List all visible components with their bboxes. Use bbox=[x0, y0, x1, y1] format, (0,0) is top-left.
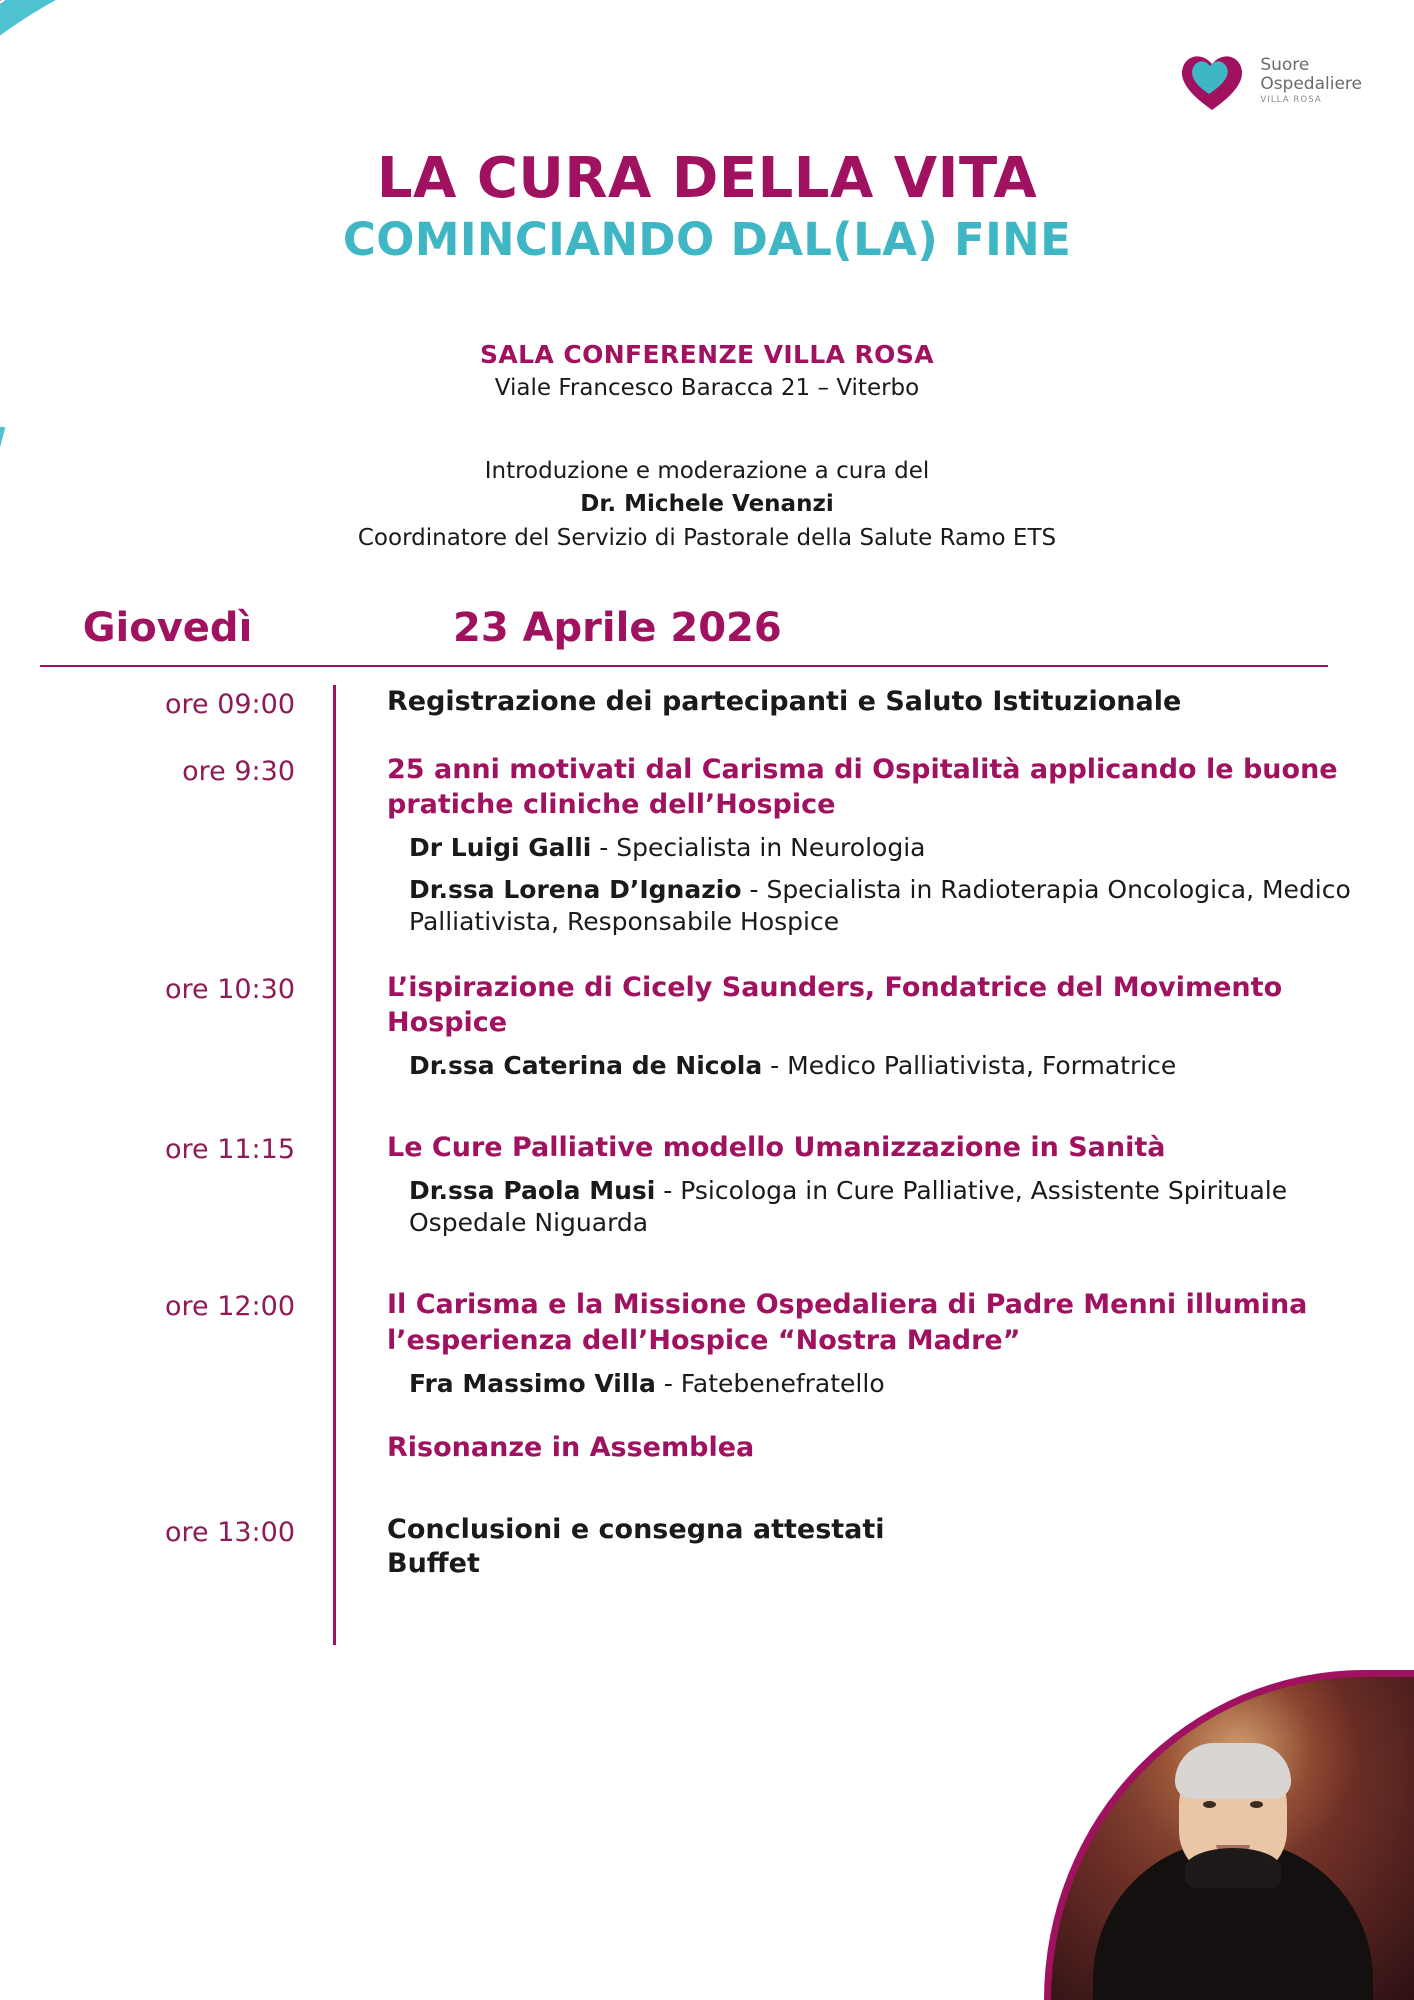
speaker-name: Dr.ssa Caterina de Nicola bbox=[409, 1051, 763, 1081]
intro-moderator-name: Dr. Michele Venanzi bbox=[580, 491, 834, 518]
agenda-row-time: ore 10:30 bbox=[164, 974, 295, 1006]
spacer bbox=[40, 1084, 1380, 1130]
intro-line: Introduzione e moderazione a cura del bbox=[484, 458, 930, 484]
agenda-speaker bbox=[387, 874, 1380, 938]
spacer bbox=[40, 1241, 1380, 1287]
speaker-name: Dr.ssa Lorena D’Ignazio bbox=[409, 875, 742, 905]
portrait-image bbox=[1044, 1670, 1414, 2000]
portrait-collar bbox=[1185, 1848, 1281, 1888]
agenda-speaker bbox=[387, 1050, 1380, 1082]
speaker-name: Dr Luigi Galli bbox=[409, 833, 592, 863]
speaker-role: - Specialista in Neurologia bbox=[591, 833, 926, 863]
agenda-row bbox=[40, 1130, 1380, 1239]
agenda-header bbox=[40, 605, 1380, 659]
agenda-row-title-2: Buffet bbox=[387, 1548, 480, 1580]
agenda-row-body bbox=[317, 1287, 1380, 1464]
spacer bbox=[387, 1400, 1380, 1430]
agenda-row bbox=[40, 1513, 1380, 1582]
agenda-row-time: ore 13:00 bbox=[164, 1516, 295, 1548]
agenda-row-body bbox=[317, 970, 1380, 1082]
agenda-row-title: L’ispirazione di Cicely Saunders, Fondatrice del Movimento Hospice bbox=[387, 972, 1283, 1039]
speaker-role: - Psicologa in Cure Palliative, Assistente Spirituale Ospedale Niguarda bbox=[409, 1176, 1288, 1238]
agenda-row-body bbox=[317, 685, 1380, 720]
logo-wordmark bbox=[1260, 56, 1362, 106]
agenda-row-body bbox=[317, 1513, 1380, 1582]
agenda-day-label: Giovedì bbox=[82, 605, 253, 651]
agenda-row-title: Registrazione dei partecipanti e Saluto Istituzionale bbox=[387, 686, 1182, 717]
venue-hall: SALA CONFERENZE VILLA ROSA bbox=[480, 340, 934, 369]
agenda-row bbox=[40, 752, 1380, 938]
agenda-row-title: Conclusioni e consegna attestati bbox=[387, 1513, 885, 1545]
speaker-role: - Specialista in Radioterapia Oncologica, Medico Palliativista, Responsabile Hospice bbox=[409, 875, 1351, 937]
agenda-row bbox=[40, 685, 1380, 720]
agenda-row-body bbox=[317, 1130, 1380, 1239]
logo-line-1: Suore bbox=[1260, 55, 1310, 76]
agenda-row bbox=[40, 1287, 1380, 1464]
agenda-row-time: ore 12:00 bbox=[164, 1291, 295, 1323]
spacer bbox=[40, 1467, 1380, 1513]
brand-logo bbox=[1176, 48, 1362, 114]
speaker-role: - Medico Palliativista, Formatrice bbox=[762, 1051, 1177, 1081]
spacer bbox=[40, 722, 1380, 752]
page-title bbox=[0, 146, 1414, 266]
agenda-date-label: 23 Aprile 2026 bbox=[453, 605, 782, 651]
portrait-hair bbox=[1175, 1743, 1291, 1799]
agenda-speaker bbox=[387, 1175, 1380, 1239]
agenda-row-title: Le Cure Palliative modello Umanizzazione in Sanità bbox=[387, 1132, 1166, 1164]
venue-block bbox=[0, 340, 1414, 401]
agenda-row-body bbox=[317, 752, 1380, 938]
agenda-rows bbox=[40, 685, 1380, 1582]
speaker-role: - Fatebenefratello bbox=[655, 1368, 885, 1398]
title-subtitle: COMINCIANDO DAL(LA) FINE bbox=[342, 212, 1072, 266]
logo-line-3: VILLA ROSA bbox=[1260, 95, 1322, 106]
spacer bbox=[40, 940, 1380, 970]
agenda bbox=[40, 605, 1380, 1584]
speaker-name: Fra Massimo Villa bbox=[409, 1368, 656, 1398]
agenda-row-title: 25 anni motivati dal Carisma di Ospitalità applicando le buone pratiche cliniche dell’Hospice bbox=[387, 754, 1338, 821]
portrait-eye-left bbox=[1203, 1801, 1216, 1808]
agenda-row-time: ore 11:15 bbox=[164, 1134, 295, 1166]
agenda-vertical-rule bbox=[333, 685, 336, 1645]
title-main: LA CURA DELLA VITA bbox=[376, 146, 1038, 211]
agenda-speaker bbox=[387, 832, 1380, 864]
agenda-divider bbox=[40, 665, 1328, 667]
agenda-row-extra-title: Risonanze in Assemblea bbox=[387, 1431, 755, 1463]
agenda-speaker bbox=[387, 1368, 1380, 1400]
portrait-eye-right bbox=[1250, 1801, 1263, 1808]
intro-block bbox=[0, 455, 1414, 555]
agenda-row-time: ore 09:00 bbox=[164, 689, 295, 720]
venue-address: Viale Francesco Baracca 21 – Viterbo bbox=[494, 375, 920, 401]
logo-line-2: Ospedaliere bbox=[1260, 74, 1362, 95]
heart-icon bbox=[1176, 48, 1248, 114]
speaker-name: Dr.ssa Paola Musi bbox=[409, 1176, 656, 1206]
agenda-row bbox=[40, 970, 1380, 1082]
intro-moderator-role: Coordinatore del Servizio di Pastorale della Salute Ramo ETS bbox=[357, 524, 1057, 551]
agenda-row-title: Il Carisma e la Missione Ospedaliera di Padre Menni illumina l’esperienza dell’Hospice “Nostra Madre” bbox=[387, 1289, 1308, 1356]
agenda-row-time: ore 9:30 bbox=[182, 756, 295, 787]
